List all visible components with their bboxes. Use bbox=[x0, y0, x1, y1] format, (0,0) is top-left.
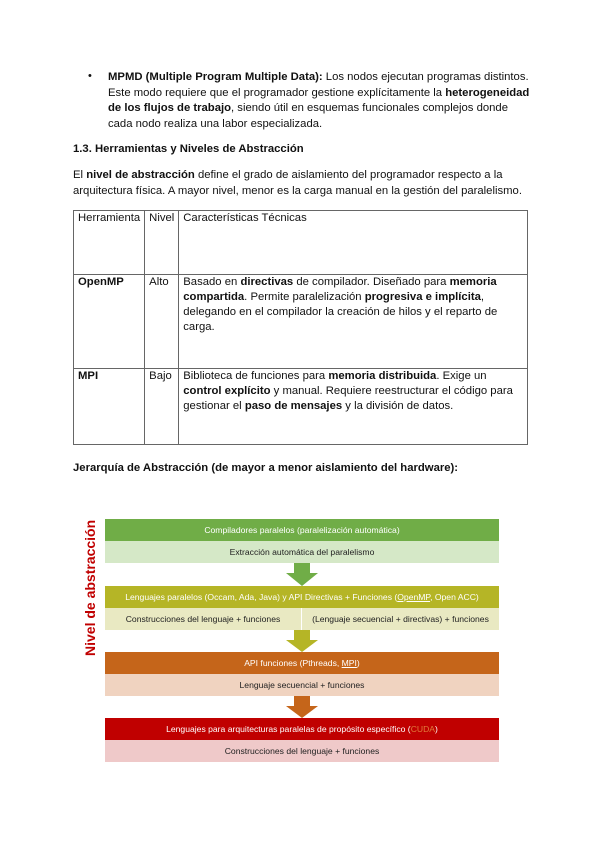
level2-band bbox=[105, 586, 499, 608]
openmp-level: Alto bbox=[145, 275, 179, 369]
level4-title-pre: Lenguajes para arquitecturas paralelas de propósito específico ( bbox=[166, 724, 411, 734]
level3-sub: Lenguaje secuencial + funciones bbox=[105, 674, 499, 696]
mpi-t2: . Exige un bbox=[436, 370, 487, 382]
level4-band bbox=[105, 718, 499, 740]
openmp-b3: progresiva e implícita bbox=[364, 291, 481, 303]
mpi-level: Bajo bbox=[145, 369, 179, 445]
openmp-features bbox=[179, 275, 528, 369]
openmp-t1: Basado en bbox=[183, 276, 241, 288]
openmp-t3: . Permite paralelización bbox=[244, 291, 365, 303]
openmp-t2: de compilador. Diseñado para bbox=[293, 276, 450, 288]
arrow-down-icon bbox=[286, 563, 318, 586]
mpi-b1: memoria distribuida bbox=[328, 370, 437, 382]
level2-sub-right: (Lenguaje secuencial + directivas) + funciones bbox=[302, 608, 499, 630]
openmp-b2: memoria compartida bbox=[183, 276, 497, 303]
mpi-name: MPI bbox=[74, 369, 145, 445]
mpi-t1: Biblioteca de funciones para bbox=[183, 370, 329, 382]
intro-pre: El bbox=[73, 169, 87, 181]
level4-title-post: ) bbox=[435, 724, 438, 734]
axis-label-text: Nivel de abstracción bbox=[82, 519, 98, 656]
mpi-features bbox=[179, 369, 528, 445]
openmp-b1: directivas bbox=[240, 276, 294, 288]
level2-sub-left: Construcciones del lenguaje + funciones bbox=[105, 608, 301, 630]
level4-sub: Construcciones del lenguaje + funciones bbox=[105, 740, 499, 762]
header-features: Características Técnicas bbox=[179, 211, 528, 275]
mpi-link[interactable]: MPI bbox=[341, 658, 357, 668]
mpmd-text-2: , siendo útil en esquemas funcionales complejos donde cada nodo realiza una labor especializada. bbox=[108, 102, 508, 130]
intro-paragraph bbox=[73, 167, 533, 199]
level1-band: Compiladores paralelos (paralelización automática) bbox=[105, 519, 499, 541]
mpmd-term: MPMD (Multiple Program Multiple Data): bbox=[108, 71, 323, 83]
intro-bold: nivel de abstracción bbox=[86, 169, 195, 181]
level3-title-pre: API funciones (Pthreads, bbox=[244, 658, 342, 668]
level2-title-pre: Lenguajes paralelos (Occam, Ada, Java) y API Directivas + Funciones ( bbox=[125, 592, 398, 602]
arrow-down-icon bbox=[286, 630, 318, 652]
hierarchy-heading: Jerarquía de Abstracción (de mayor a menor aislamiento del hardware): bbox=[73, 462, 459, 474]
section-heading: 1.3. Herramientas y Niveles de Abstracción bbox=[73, 143, 304, 155]
bullet-icon: • bbox=[88, 70, 92, 82]
openmp-name: OpenMP bbox=[74, 275, 145, 369]
table-header-row bbox=[74, 211, 528, 275]
openmp-t4: , delegando en el compilador la creación de hilos y el reparto de carga. bbox=[183, 291, 498, 333]
mpmd-text-1: Los nodos ejecutan programas distintos. Este modo requiere que el programador gestione explícitamente la bbox=[108, 71, 529, 99]
mpmd-bullet bbox=[108, 70, 534, 132]
table-row-mpi bbox=[74, 369, 528, 445]
openmp-link[interactable]: OpenMP bbox=[397, 592, 431, 602]
table-row-openmp bbox=[74, 275, 528, 369]
level3-title-post: ) bbox=[356, 658, 360, 668]
intro-post: define el grado de aislamiento del programador respecto a la arquitectura física. A mayor nivel, menor es la carga manual en la gestión del paralelismo. bbox=[73, 169, 522, 197]
tools-table bbox=[73, 210, 528, 445]
level3-band bbox=[105, 652, 499, 674]
level1-sub: Extracción automática del paralelismo bbox=[105, 541, 499, 563]
mpmd-bold-1: heterogeneidad de los flujos de trabajo bbox=[108, 86, 530, 115]
abstraction-diagram bbox=[80, 516, 500, 764]
header-tool: Herramienta bbox=[74, 211, 145, 275]
level2-title-post: , Open ACC) bbox=[430, 592, 479, 602]
mpi-b2: control explícito bbox=[183, 385, 271, 397]
mpi-b3: paso de mensajes bbox=[244, 400, 343, 412]
cuda-label: CUDA bbox=[410, 724, 436, 734]
header-level: Nivel bbox=[145, 211, 179, 275]
mpi-t3: y manual. Requiere reestructurar el código para gestionar el bbox=[183, 385, 513, 412]
mpi-t4: y la división de datos. bbox=[342, 400, 454, 412]
arrow-down-icon bbox=[286, 696, 318, 718]
